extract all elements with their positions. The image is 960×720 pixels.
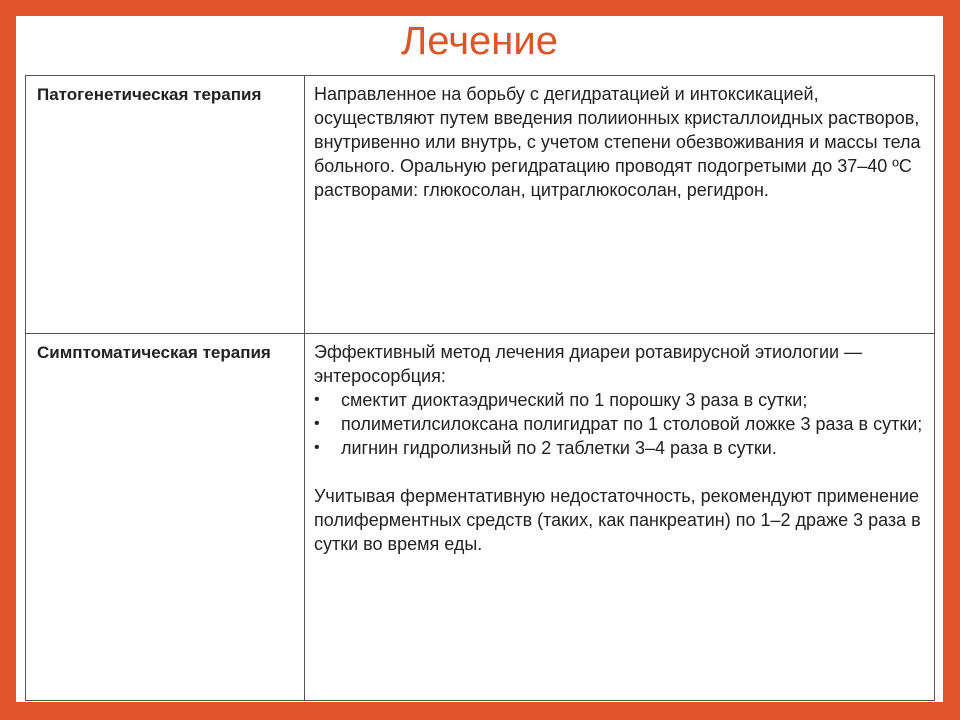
medication-item: • полиметилсилоксана полигидрат по 1 столовой ложке 3 раза в сутки; <box>341 412 924 436</box>
treatment-table <box>25 75 935 701</box>
therapy-description-symptomatic <box>305 334 935 701</box>
medication-item: • лигнин гидролизный по 2 таблетки 3–4 раза в сутки. <box>341 436 924 460</box>
therapy-description-pathogenetic: Направленное на борьбу с дегидратацией и интоксикацией, осуществляют путем введения полиионных кристаллоидных растворов, внутривенно или внутрь, с учетом степени обезвоживания и массы тела больного. Оральную регидратацию проводят подогретыми до 37–40 ºС растворами: глюкосолан, цитраглюкосолан, регидрон. <box>305 76 935 334</box>
table-row <box>26 334 935 701</box>
symptomatic-outro: Учитывая ферментативную недостаточность, рекомендуют применение полиферментных средств (таких, как панкреатин) по 1–2 драже 3 раза в сутки во время еды. <box>314 486 921 554</box>
medication-item: • смектит диоктаэдрический по 1 порошку 3 раза в сутки; <box>341 388 924 412</box>
slide <box>16 16 943 702</box>
table-row <box>26 76 935 334</box>
symptomatic-intro: Эффективный метод лечения диареи ротавирусной этиологии — энтеросорбция: <box>314 342 863 386</box>
medication-list <box>314 388 924 460</box>
spacer <box>314 460 924 484</box>
slide-title: Лечение <box>401 19 558 63</box>
therapy-label-symptomatic: Симптоматическая терапия <box>26 334 305 701</box>
therapy-label-pathogenetic: Патогенетическая терапия <box>26 76 305 334</box>
